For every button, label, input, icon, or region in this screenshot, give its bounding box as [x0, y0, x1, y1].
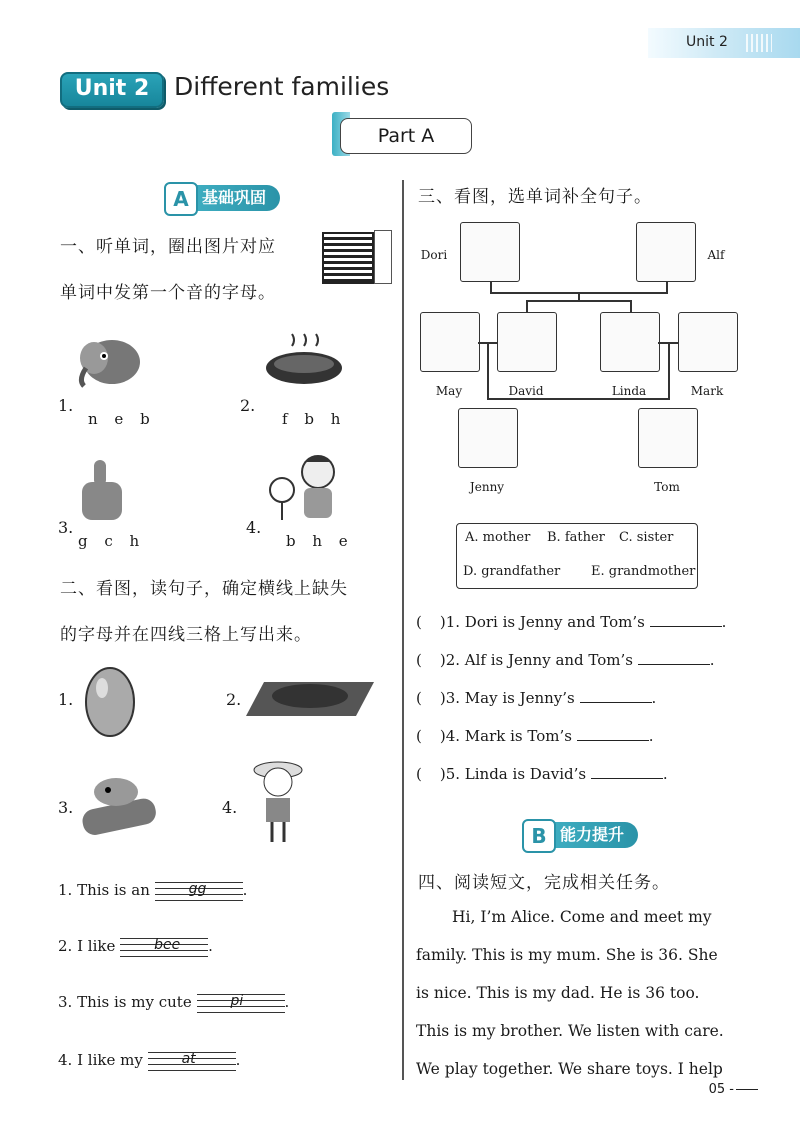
- column-divider: [402, 180, 404, 1080]
- name-alf: Alf: [707, 248, 725, 262]
- q2-sentence-2: [58, 936, 213, 958]
- answer-paren[interactable]: (: [416, 613, 422, 631]
- q3-item-2: [416, 650, 715, 669]
- unit-badge: Unit 2: [60, 72, 164, 108]
- sentence-end: .: [242, 881, 248, 899]
- fill-text: bee: [154, 937, 181, 953]
- section-a-label: 基础巩固: [202, 188, 267, 207]
- portrait-linda: [600, 312, 660, 372]
- four-line-grid[interactable]: [197, 992, 285, 1014]
- unit-title: Different families: [174, 72, 390, 101]
- page-number: [709, 1082, 758, 1097]
- four-line-grid[interactable]: [155, 880, 243, 902]
- answer-paren[interactable]: (: [416, 689, 422, 707]
- sentence-end: .: [662, 765, 668, 783]
- fill-text: gg: [188, 881, 207, 897]
- sentence-end: .: [284, 993, 290, 1011]
- q3-item-2-text: )2. Alf is Jenny and Tom’s: [439, 651, 633, 669]
- q1-letters-1[interactable]: n e b: [88, 410, 156, 428]
- q1-letters-2[interactable]: f b h: [282, 410, 347, 428]
- portrait-tom: [638, 408, 698, 468]
- option-e: E. grandmother: [591, 564, 696, 579]
- fill-text: at: [181, 1051, 196, 1067]
- portrait-mark: [678, 312, 738, 372]
- q1-num-4: 4.: [246, 518, 262, 537]
- sentence-end: .: [651, 689, 657, 707]
- reading-passage: [416, 898, 756, 1088]
- sentence-end: .: [235, 1051, 241, 1069]
- option-c: C. sister: [619, 530, 674, 545]
- sentence-end: .: [648, 727, 654, 745]
- decor-stripes: [746, 34, 772, 52]
- q3-item-4: [416, 726, 654, 745]
- q2-sentence-1: [58, 880, 247, 902]
- tree-line: [490, 282, 492, 292]
- portrait-jenny: [458, 408, 518, 468]
- q2-sentence-4-text: 4. I like my: [58, 1051, 143, 1069]
- thumb-up-icon: [74, 456, 128, 524]
- qr-code-icon[interactable]: [322, 232, 374, 284]
- tree-line: [630, 300, 632, 312]
- section-b-letter: B: [522, 819, 556, 853]
- q2-num-4: 4.: [222, 798, 238, 817]
- passage-line: Hi, I’m Alice. Come and meet my: [452, 908, 712, 926]
- name-linda: Linda: [611, 384, 647, 398]
- q3-item-4-text: )4. Mark is Tom’s: [439, 727, 572, 745]
- section-b-label: 能力提升: [560, 825, 625, 844]
- q3-item-1-text: )1. Dori is Jenny and Tom’s: [439, 613, 645, 631]
- option-d: D. grandfather: [463, 564, 561, 579]
- option-b: B. father: [547, 530, 605, 545]
- name-jenny: Jenny: [469, 480, 505, 494]
- four-line-grid[interactable]: [148, 1050, 236, 1072]
- name-tom: Tom: [654, 480, 680, 494]
- passage-line: We play together. We share toys. I help: [416, 1060, 723, 1078]
- q4-title: 四、阅读短文，完成相关任务。: [418, 873, 670, 893]
- portrait-dori: [460, 222, 520, 282]
- q3-item-3: [416, 688, 656, 707]
- answer-paren[interactable]: (: [416, 727, 422, 745]
- fill-text: pi: [230, 993, 244, 1009]
- q1-num-2: 2.: [240, 396, 256, 415]
- q1-line2: 单词中发第一个音的字母。: [60, 283, 276, 303]
- q1-line1: 一、听单词，圈出图片对应: [60, 237, 276, 257]
- four-line-grid[interactable]: [120, 936, 208, 958]
- options-box: [456, 523, 698, 589]
- tree-line: [578, 292, 580, 300]
- q1-num-1: 1.: [58, 396, 74, 415]
- q1-letters-3[interactable]: g c h: [78, 532, 146, 550]
- q2-line1: 二、看图，读句子，确定横线上缺失: [60, 579, 348, 599]
- name-mark: Mark: [690, 384, 724, 398]
- egg-icon: [82, 660, 138, 740]
- section-a-letter: A: [164, 182, 198, 216]
- q1-num-3: 3.: [58, 518, 74, 537]
- part-label: Part A: [340, 118, 472, 154]
- q3-item-5-text: )5. Linda is David’s: [439, 765, 587, 783]
- section-b-badge: [524, 822, 638, 848]
- hot-boy-fan-icon: [266, 450, 346, 526]
- q2-sentence-3-text: 3. This is my cute: [58, 993, 192, 1011]
- answer-blank[interactable]: [580, 688, 652, 703]
- tree-line: [526, 300, 528, 312]
- q2-num-3: 3.: [58, 798, 74, 817]
- q2-line2: 的字母并在四线三格上写出来。: [60, 625, 312, 645]
- page-number-text: 05 -: [708, 1082, 734, 1097]
- passage-line: is nice. This is my dad. He is 36 too.: [416, 984, 700, 1002]
- q3-title: 三、看图，选单词补全句子。: [418, 187, 652, 207]
- sentence-end: .: [721, 613, 727, 631]
- q2-sentence-1-text: 1. This is an: [58, 881, 150, 899]
- q1-letters-4[interactable]: b h e: [286, 532, 354, 550]
- pig-log-icon: [76, 768, 160, 840]
- answer-paren[interactable]: (: [416, 765, 422, 783]
- tree-line: [666, 282, 668, 292]
- q2-num-2: 2.: [226, 690, 242, 709]
- q2-sentence-2-text: 2. I like: [58, 937, 116, 955]
- portrait-alf: [636, 222, 696, 282]
- name-david: David: [508, 384, 544, 398]
- q3-item-5: [416, 764, 668, 783]
- portrait-may: [420, 312, 480, 372]
- tree-line: [487, 344, 489, 400]
- passage-line: This is my brother. We listen with care.: [416, 1022, 724, 1040]
- section-a-badge: [166, 185, 280, 211]
- q2-sentence-3: [58, 992, 289, 1014]
- portrait-david: [497, 312, 557, 372]
- answer-blank[interactable]: [591, 764, 663, 779]
- q3-item-1: [416, 612, 726, 631]
- sentence-end: .: [208, 937, 213, 955]
- answer-blank[interactable]: [650, 612, 722, 627]
- unit-tab-label: Unit 2: [686, 34, 728, 50]
- hotpot-icon: [262, 330, 342, 390]
- q3-item-3-text: )3. May is Jenny’s: [439, 689, 575, 707]
- q2-sentence-4: [58, 1050, 240, 1072]
- tree-line: [526, 300, 630, 302]
- passage-line: family. This is my mum. She is 36. She: [416, 946, 718, 964]
- answer-blank[interactable]: [577, 726, 649, 741]
- girl-hat-icon: [250, 756, 310, 846]
- q2-num-1: 1.: [58, 690, 74, 709]
- answer-paren[interactable]: (: [416, 651, 422, 669]
- sentence-end: .: [709, 651, 715, 669]
- qr-label: [374, 230, 392, 284]
- name-may: May: [435, 384, 463, 398]
- name-dori: Dori: [420, 248, 448, 262]
- meat-icon: [244, 672, 378, 722]
- tree-line: [668, 344, 670, 400]
- tree-line: [487, 398, 668, 400]
- answer-blank[interactable]: [638, 650, 710, 665]
- unit-tab: [648, 28, 800, 58]
- option-a: A. mother: [465, 530, 531, 545]
- elephant-icon: [74, 330, 144, 390]
